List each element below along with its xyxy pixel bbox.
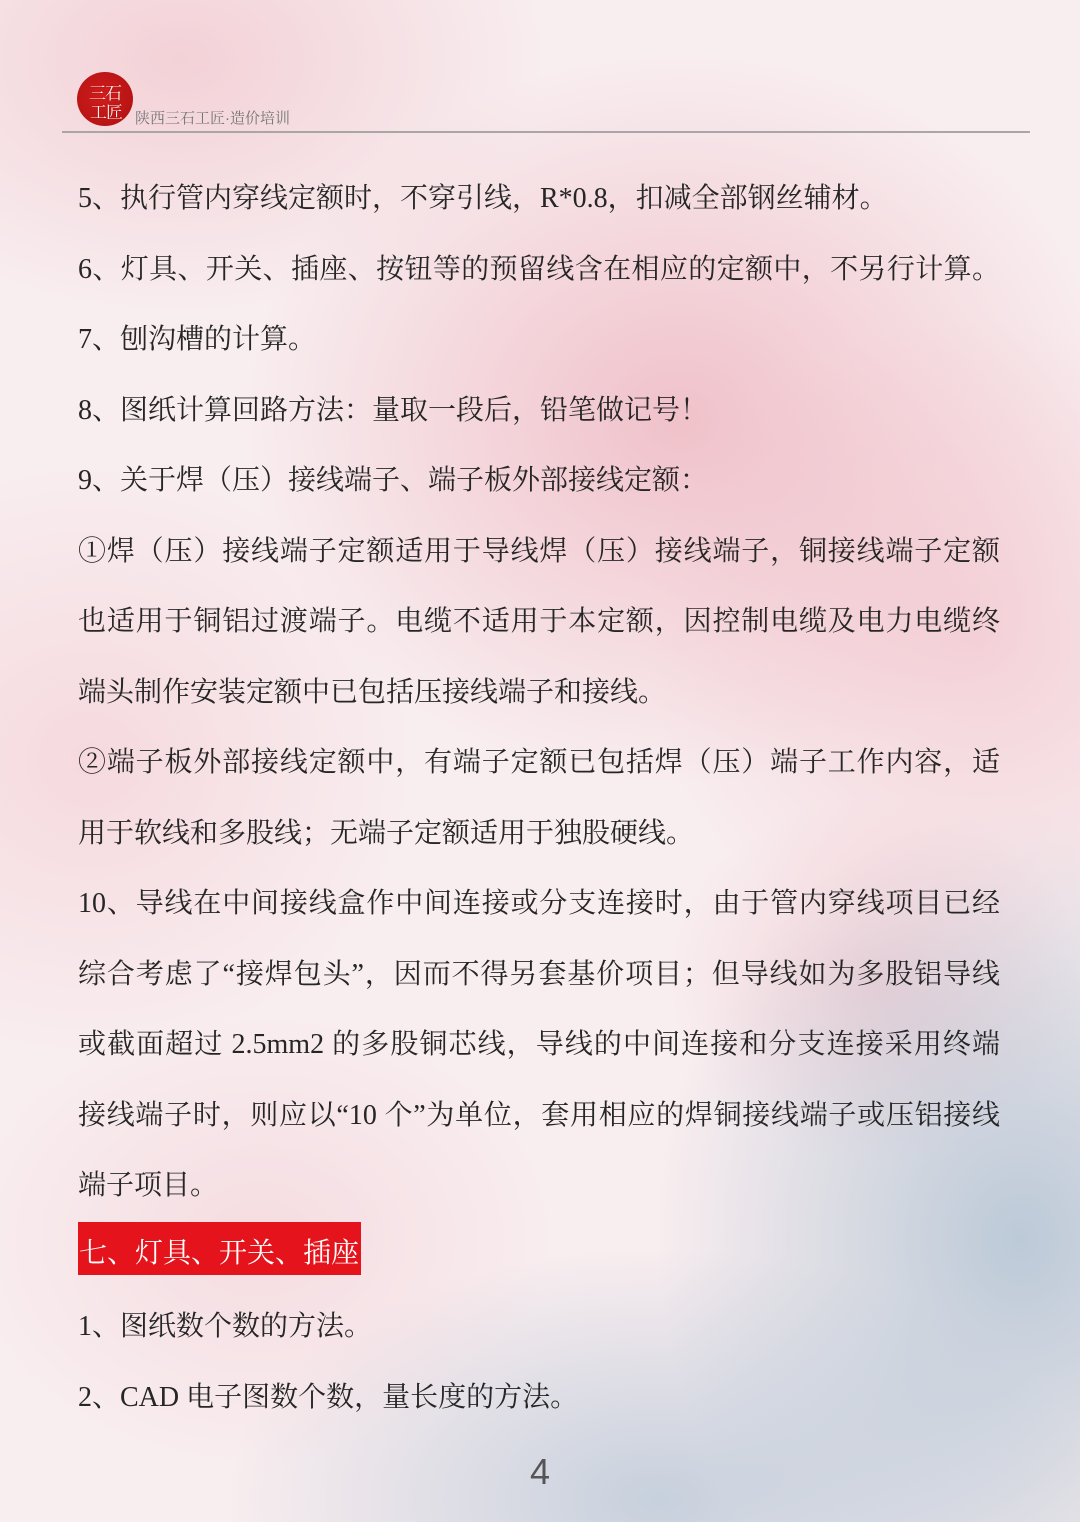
section-heading-row (78, 1222, 1000, 1293)
paragraph-line: 8、图纸计算回路方法：量取一段后，铅笔做记号！ (78, 394, 709, 426)
document-body (78, 164, 1000, 1433)
header-brand-text: 陕西三石工匠·造价培训 (135, 110, 290, 127)
paragraph-9-sub-1 (78, 517, 1000, 729)
paragraph-8 (78, 376, 1000, 447)
paragraph-line: 或截面超过 2.5mm2 的多股铜芯线，导线的中间连接和分支连接采用终端 (78, 1029, 1000, 1060)
paragraph-9 (78, 446, 1000, 517)
paragraph-line: 端头制作安装定额中已包括压接线端子和接线。 (78, 676, 667, 708)
list-item: 2、CAD 电子图数个数，量长度的方法。 (78, 1381, 579, 1413)
paragraph-line: 7、刨沟槽的计算。 (78, 324, 317, 355)
paragraph-6 (78, 235, 1000, 306)
paragraph-line: 也适用于铜铝过渡端子。电缆不适用于本定额，因控制电缆及电力电缆终 (78, 606, 1000, 637)
paragraph-line: 5、执行管内穿线定额时，不穿引线，R*0.8，扣减全部钢丝辅材。 (78, 183, 888, 214)
paragraph-line: 用于软线和多股线；无端子定额适用于独股硬线。 (78, 817, 695, 849)
paragraph-9-sub-2 (78, 728, 1000, 869)
paragraph-line: ①焊（压）接线端子定额适用于导线焊（压）接线端子，铜接线端子定额 (78, 535, 1000, 567)
page-number: 4 (529, 1451, 551, 1492)
paragraph-line: 接线端子时，则应以“10 个”为单位，套用相应的焊铜接线端子或压铝接线 (78, 1099, 1000, 1131)
paragraph-7 (78, 305, 1000, 376)
list-item: 1、图纸数个数的方法。 (78, 1311, 373, 1342)
logo-text-top: 三石 (89, 84, 121, 104)
header-divider (62, 131, 1030, 133)
logo-text-bottom: 工匠 (90, 103, 122, 123)
paragraph-line: ②端子板外部接线定额中，有端子定额已包括焊（压）端子工作内容，适 (78, 747, 1000, 778)
paragraph-line: 10、导线在中间接线盒作中间连接或分支连接时，由于管内穿线项目已经 (78, 888, 1000, 919)
paragraph-5 (78, 164, 1000, 235)
paragraph-line: 6、灯具、开关、插座、按钮等的预留线含在相应的定额中，不另行计算。 (78, 253, 1000, 285)
section-heading: 七、灯具、开关、插座 (78, 1222, 361, 1275)
paragraph-line: 9、关于焊（压）接线端子、端子板外部接线定额： (78, 465, 709, 496)
paragraph-10 (78, 869, 1000, 1222)
section-list (78, 1292, 1000, 1433)
brand-logo (77, 72, 133, 126)
paragraph-line: 综合考虑了“接焊包头”，因而不得另套基价项目；但导线如为多股铝导线 (78, 958, 1000, 990)
paragraph-line: 端子项目。 (78, 1170, 219, 1201)
